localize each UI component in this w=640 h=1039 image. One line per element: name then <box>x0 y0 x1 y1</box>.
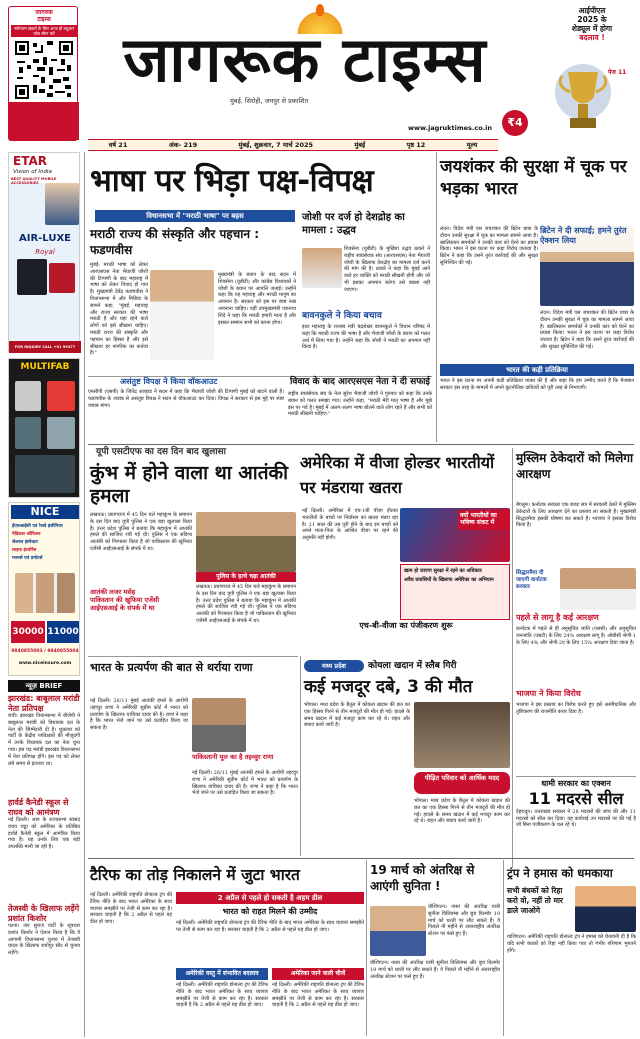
tariff-body-3: नई दिल्ली। अमेरिकी राष्ट्रपति डोनाल्ड ट्रंप की टैरिफ नीति के बाद भारत अमेरिका के साथ व्यापार समझौते पर तेजी से काम कर रहा है। सरकार चाहती है कि 2 अप्रैल से पहले यह डील हो जाए। <box>176 982 268 1009</box>
jaishankar-body: लंदन। विदेश मंत्री एस जयशंकर की ब्रिटेन यात्रा के दौरान उनकी सुरक्षा में चूक का मामला सामने आया है। खालिस्तान समर्थकों ने उनकी कार को घेरने का प्रयास किया। भारत ने इस घटना पर कड़ा विरोध जताया है। ब्रिटेन ने कहा कि उसने तुरंत कार्रवाई की और सुरक्षा सुनिश्चित की गई। <box>440 226 538 266</box>
tariff-b: अमेरिका जाने वाली चीजें <box>272 968 364 980</box>
bachav-head: बावनकुले ने किया बचाव <box>302 311 382 321</box>
rana-caption: पाकिस्तानी मूल का है तहव्वुर राणा <box>192 753 274 761</box>
muslim-body: बेंगलुरु। कर्नाटक सरकार एक बजट सत्र में सरकारी ठेकों में मुस्लिम ठेकेदारों के लिए आरक्षण देने का प्रस्ताव ला सकती है। मुख्यमंत्री सिद्धारमैया इसकी घोषणा कर सकते हैं। भाजपा ने इसका विरोध किया है। <box>516 502 636 529</box>
lashkar-note: आतंकी लजर मसेह पाकिस्तान की खुफिया एजेंसी आईएसआई के संपर्क में था <box>90 588 160 612</box>
bjp-head: भाजपा ने किया विरोध <box>516 689 581 698</box>
multifab-product-4 <box>47 417 75 449</box>
nice-list: ईएसआईसी एवं रेलवे इंजीनियर मेडिकल ऑफिसर जेलरल इंस्पेक्टर लाइफ इंश्योरेंस गवनर्स एवं प्रमोटर्स <box>12 524 63 561</box>
multifab-product-5 <box>15 455 75 493</box>
madrasa-body: देहरादून। उत्तराखंड सरकार ने 28 मदरसों की जांच की और 11 मदरसों को सील कर दिया। यह कार्रवाई उन मदरसों पर की गई है जो बिना पंजीकरण के चल रहे थे। <box>516 808 636 829</box>
info-price: मूल्य <box>466 141 478 149</box>
tariff-sub: 2 अप्रैल से पहले हो सकती है अहम डील <box>176 892 364 904</box>
badge-brand: जागरुक टाइम्स <box>35 9 53 23</box>
usa-body: नई दिल्ली। अमेरिका में एच-1बी वीजा होल्डर भारतीयों के बच्चों पर निर्वासन का खतरा मंडरा रहा है। 21 साल की उम्र पूरी होने के बाद इन बच्चों को अपने माता-पिता के आश्रित वीजा पर रहने की अनुमति नहीं होगी। <box>302 508 398 542</box>
muslim-headline[interactable]: मुस्लिम ठेकेदारों को मिलेगा आरक्षण <box>516 451 634 481</box>
info-issue: अंक- 219 <box>168 141 198 149</box>
muslim-sub: पहले से लागू है कई आरक्षण <box>516 613 599 622</box>
tariff-body-4: नई दिल्ली। अमेरिकी राष्ट्रपति डोनाल्ड ट्रंप की टैरिफ नीति के बाद भारत अमेरिका के साथ व्यापार समझौते पर तेजी से काम कर रहा है। सरकार चाहती है कि 2 अप्रैल से पहले यह डील हो जाए। <box>272 982 364 1009</box>
trump-sub: सभी बंधकों को रिहा करो वो, नहीं तो मार डाले जाओगे <box>507 886 563 915</box>
vivad-head[interactable]: विवाद के बाद आरएसएस नेता ने दी सफाई <box>290 377 430 387</box>
bachav-body: इधर महाराष्ट्र के राजस्व मंत्री चंद्रशेखर बावनकुले ने विधान परिषद में कहा कि मराठी राज्य की भाषा है और भैयाजी जोशी के बयान को गलत अर्थ में लिया गया है। उन्होंने कहा कि जोशी ने मराठी का अपमान नहीं किया है। <box>302 324 430 351</box>
fadnavis-photo <box>150 270 214 360</box>
qr-badge <box>8 6 78 141</box>
arrest-label: पुलिस के हत्थे चढ़ा आतंकी <box>196 572 296 582</box>
mine-photo <box>414 702 510 768</box>
masthead <box>0 0 640 149</box>
bjp-body: भाजपा ने इस प्रस्ताव का विरोध करते हुए इसे असंवैधानिक और तुष्टिकरण की राजनीति करार दिया है। <box>516 702 636 715</box>
badge-text: नवीनतम ख़बरों के लिए आज ही क्यूआर कोड स्कैन करें <box>11 25 77 37</box>
nice-big-1: 30000 <box>11 621 45 643</box>
etar-brand: ETAR <box>13 154 47 168</box>
nice-faculty-photos <box>15 573 75 613</box>
jaishankar-headline[interactable]: जयशंकर की सुरक्षा में चूक पर भड़का भारत <box>440 157 627 199</box>
brief-2-head: हार्वर्ड कैनेडी स्कूल से राघव को आमंत्रण <box>8 798 69 817</box>
info-city: मुंबई <box>354 141 366 149</box>
multifab-product-3 <box>15 417 41 449</box>
madrasa-kicker-2: धामी सरकार का एक्शन <box>541 779 611 788</box>
earbuds-photo <box>17 259 47 295</box>
mp-help: पीड़ित परिवार को आर्थिक मदद <box>414 772 510 794</box>
lead-body-1: मुंबई: मराठी भाषा को लेकर आरएसएस नेता भैयाजी जोशी की टिप्पणी के बाद महाराष्ट्र में भाषा को लेकर विवाद हो गया है। मुख्यमंत्री देवेंद्र फडणवीस ने विधानसभा में और मिडिया के सामने कहा, "मुंबई, महाराष्ट्र और राज्य सरकार की भाषा मराठी है और यहां रहने वाले लोगों को इसे सीखना चाहिए। मराठी राज्य की संस्कृति और पहचान का हिस्सा है और इसे सीखना हर नागरिक का कर्तव्य है।" <box>90 262 148 357</box>
joshi-head[interactable]: जोशी पर दर्ज हो देशद्रोह का मामला : उद्धव <box>302 212 405 236</box>
sunita-photo <box>370 906 426 956</box>
visa-bullet-1: खत्म हो जाएगा सुरक्षा में रहने का अधिकार <box>404 568 482 574</box>
brief-2-body: नई दिल्ली। आप के राज्यसभा सांसद राघव चड्ढा को अमेरिका के प्रतिष्ठित हार्वर्ड कैनेडी स्कूल में आमंत्रित किया गया है। यह उनके लिए एक बड़ी उपलब्धि मानी जा रही है। <box>8 817 80 851</box>
kumbh-body-2: लखनऊ। प्रयागराज में 45 दिन चले महाकुंभ के समापन के दस दिन बाद यूपी पुलिस ने एक बड़ा खुलासा किया है। उत्तर प्रदेश पुलिस ने बताया कि महाकुंभ में आतंकी हमले की साजिश रची गई थी। पुलिस ने एक संदिग्ध आतंकी को गिरफ्तार किया है जो पाकिस्तान की खुफिया एजेंसी आईएसआई के संपर्क में था। <box>196 584 296 624</box>
ipl-teaser-text: आईपीएल 2025 के शेड्यूल में होगा बदलाव ! <box>571 6 613 42</box>
visa-bullet-2: अवैध प्रवासियों के खिलाफ अमेरिका का अभियान <box>404 577 494 583</box>
brief-2 <box>8 798 80 898</box>
muslim-sub-body: कर्नाटक में पहले से ही अनुसूचित जाति (एससी) और अनुसूचित जनजाति (एसटी) के लिए 24% आरक्षण लागू है। ओबीसी श्रेणी-1 के लिए 4% और श्रेणी-2ए के लिए 15% आरक्षण दिया जाता है। <box>516 626 636 646</box>
paper-website[interactable]: www.jagruktimes.co.in <box>408 124 492 132</box>
nice-big-2: 11000 <box>47 621 79 643</box>
rana-body-2: नई दिल्ली। 26/11 मुंबई आतंकी हमले के आरोपी तहव्वुर राणा ने अमेरिकी सुप्रीम कोर्ट में भारत को प्रत्यर्पण के खिलाफ याचिका दायर की है। राणा ने कहा है कि भारत भेजे जाने पर उसे प्रताड़ित किया जा सकता है। <box>192 770 298 797</box>
nice-ad[interactable] <box>8 502 80 676</box>
brief-3 <box>8 904 80 1034</box>
earbuds-case-photo <box>49 263 75 293</box>
multifab-brand: MULTIFAB <box>20 362 70 372</box>
jaishankar-bar-body: भारत ने इस घटना पर अपनी कड़ी प्रतिक्रिया व्यक्त की है और कहा कि हम उम्मीद करते हैं कि मेजबान सरकार इस तरह के मामलों में अपने कूटनीतिक दायित्वों को पूरी तरह से निभाएगी। <box>440 378 634 391</box>
mp-body: भोपाल। मध्य प्रदेश के बैतूल में कोयला खदान की छत का एक हिस्सा गिरने से तीन मजदूरों की मौत हो गई। हादसे के समय खदान में कई मजदूर काम कर रहे थे। राहत और बचाव कार्य जारी है। <box>304 702 410 729</box>
usa-headline[interactable]: अमेरिका में वीजा होल्डर भारतीयों पर मंडराया खतरा <box>300 453 495 497</box>
mp-headline[interactable]: कई मजदूर दबे, 3 की मौत <box>304 677 473 697</box>
nice-web[interactable]: www.niceinsure.com <box>18 661 72 666</box>
kumbh-kicker: यूपी एसटीएफ का दस दिन बाद खुलासा <box>96 447 226 457</box>
tariff-a: अमेरिकी वस्तु में संभावित बदलाव <box>176 968 268 980</box>
info-date: मुंबई, शुक्रवार, 7 मार्च 2025 <box>238 141 314 149</box>
paper-title: जागरूक टाइम्स <box>123 23 487 96</box>
price-badge: ₹4 <box>502 110 528 136</box>
usa-sub: एच-बी-वीजा का पंजीकरण शुरू <box>359 621 453 630</box>
woman-photo <box>45 183 79 225</box>
brief-3-head: तेजस्वी के खिलाफ लड़ेंगे प्रशांत किशोर <box>8 904 80 923</box>
visa-box <box>400 564 510 620</box>
info-strip <box>88 139 498 151</box>
tariff-headline[interactable]: टैरिफ का तोड़ निकालने में जुटा भारत <box>90 866 300 884</box>
info-volume: वर्ष 21 <box>108 141 128 149</box>
mp-label: मध्य प्रदेश <box>304 660 364 672</box>
dealer-text: FOR INQUIRY CALL +91 99477 <box>9 341 81 353</box>
etar-tag: BEST QUALITY MOBILE ACCESSORIES <box>11 177 57 185</box>
police-photo <box>196 512 296 572</box>
siddaramaiah-photo <box>560 568 636 610</box>
qr-code[interactable] <box>15 41 73 99</box>
brief-1-head: झारखंड: बाबूलाल मरांडी नेता प्रतिपक्ष <box>8 694 80 713</box>
brief-3-body: पटना। जन सुराज पार्टी के सूत्रधार प्रशांत किशोर ने ऐलान किया है कि वे आगामी विधानसभा चुनाव में तेजस्वी यादव के खिलाफ राघोपुर सीट से चुनाव लड़ेंगे। <box>8 923 80 957</box>
ipl-teaser[interactable] <box>548 6 636 134</box>
airluxe-label: AIR-LUXE <box>19 233 71 244</box>
royal-label: Royal <box>35 248 55 256</box>
jaishankar-sub: ब्रिटेन ने दी सफाई; हमने तुरंत ऐक्शन लिया <box>540 226 634 252</box>
info-pages: पृष्ठ 12 <box>406 141 426 149</box>
kumbh-body: लखनऊ। प्रयागराज में 45 दिन चले महाकुंभ के समापन के दस दिन बाद यूपी पुलिस ने एक बड़ा खुलासा किया है। उत्तर प्रदेश पुलिस ने बताया कि महाकुंभ में आतंकी हमले की साजिश रची गई थी। पुलिस ने एक संदिग्ध आतंकी को गिरफ्तार किया है जो पाकिस्तान की खुफिया एजेंसी आईएसआई के संपर्क में था। <box>90 512 192 552</box>
tariff-mid: भारत को राहत मिलने की उम्मीद <box>222 907 318 916</box>
badge-footer <box>9 102 79 140</box>
joshi-body: शिवसेना (यूबीटी) के मुखिया उद्धव ठाकरे ने राष्ट्रीय स्वयंसेवक संघ (आरएसएस) नेता भैयाजी जोशी के खिलाफ देशद्रोह का मामला दर्ज करने की मांग की है। ठाकरे ने कहा कि मुंबई आने वाले हर व्यक्ति को मराठी सीखनी होगी और जो भी इसका अपमान करेगा उसे बख्शा नहीं जाएगा। <box>344 246 430 293</box>
mp-body-2: भोपाल। मध्य प्रदेश के बैतूल में कोयला खदान की छत का एक हिस्सा गिरने से तीन मजदूरों की मौत हो गई। हादसे के समय खदान में कई मजदूर काम कर रहे थे। राहत और बचाव कार्य जारी है। <box>414 798 510 825</box>
asantusht-body: एनसीपी (एसपी) के जितेंद्र आव्हाड ने सदन में कहा कि भैयाजी जोशी की टिप्पणी मुंबई को बांटने वाली है। फडणवीस के जवाब से असंतुष्ट विपक्ष ने सदन से वॉकआउट कर दिया। विपक्ष ने सरकार से इस मुद्दे पर स्पष्ट जवाब मांगा। <box>88 389 284 409</box>
madrasa-headline[interactable]: 11 मदरसे सील <box>528 788 624 808</box>
tariff-body: नई दिल्ली। अमेरिकी राष्ट्रपति डोनाल्ड ट्रंप की टैरिफ नीति के बाद भारत अमेरिका के साथ व्यापार समझौते पर तेजी से काम कर रहा है। सरकार चाहती है कि 2 अप्रैल से पहले यह डील हो जाए। <box>90 892 172 926</box>
trophy-icon <box>548 52 618 134</box>
sunita-headline[interactable]: 19 मार्च को अंतरिक्ष से आएंगी सुनिता ! <box>370 863 475 893</box>
rana-body: नई दिल्ली। 26/11 मुंबई आतंकी हमले के आरोपी तहव्वुर राणा ने अमेरिकी सुप्रीम कोर्ट में भारत को प्रत्यर्पण के खिलाफ याचिका दायर की है। राणा ने कहा है कि भारत भेजे जाने पर उसे प्रताड़ित किया जा सकता है। <box>90 698 188 732</box>
vivad-body: राष्ट्रीय स्वयंसेवक संघ के नेता सुरेश भैयाजी जोशी ने गुरुवार को कहा कि उनके बयान को गलत समझा गया। उन्होंने कहा, "मराठी मेरी मातृ भाषा है और मुझे इस पर गर्व है। मुंबई में अलग-अलग भाषा बोलने वाले लोग रहते हैं और सभी को मराठी सीखनी चाहिए।" <box>288 391 432 418</box>
ipl-page: पेज 11 <box>608 69 627 76</box>
kumbh-headline[interactable]: कुंभ में होने वाला था आतंकी हमला <box>90 462 289 507</box>
madrasa-box <box>516 780 636 856</box>
uddhav-photo <box>302 248 342 288</box>
etar-sub: Vision of India <box>13 169 52 175</box>
lead-subhead-bar: विधानसभा में "मराठी भाषा" पर बहस <box>95 210 295 222</box>
asantusht-head: असंतुष्ट विपक्ष ने किया वॉकआउट <box>120 377 218 386</box>
trump-headline[interactable]: ट्रंप ने हमास को धमकाया <box>507 866 613 880</box>
multifab-product-1 <box>15 381 41 411</box>
nice-brand: NICE <box>11 505 79 519</box>
sunita-body-2: वॉशिंगटन। नासा की अंतरिक्ष यात्री सुनीता विलियम्स और बुच विल्मोर 19 मार्च को धरती पर लौट सकते हैं। वे पिछले नौ महीने से अंतरराष्ट्रीय अंतरिक्ष स्टेशन पर फंसे हुए हैं। <box>370 960 500 980</box>
nice-phone[interactable]: 9840855003 / 9840855004 <box>11 649 79 654</box>
muslim-caption: सिद्धारमैया दी जाएगी कर्नाटक सरकार <box>516 570 547 590</box>
multifab-product-2 <box>47 381 75 411</box>
multifab-ad[interactable] <box>8 358 80 498</box>
rana-headline[interactable]: भारत के प्रत्यर्पण की बात से थर्राया राणा <box>90 661 253 674</box>
mp-kicker: कोयला खदान में स्लैब गिरी <box>368 661 457 671</box>
jaishankar-body-2: लंदन। विदेश मंत्री एस जयशंकर की ब्रिटेन यात्रा के दौरान उनकी सुरक्षा में चूक का मामला सामने आया है। खालिस्तान समर्थकों ने उनकी कार को घेरने का प्रयास किया। भारत ने इस घटना पर कड़ा विरोध जताया है। ब्रिटेन ने कहा कि उसने तुरंत कार्रवाई की और सुरक्षा सुनिश्चित की गई। <box>540 310 634 350</box>
lead-headline[interactable]: भाषा पर भिड़ा पक्ष-विपक्ष <box>90 163 374 199</box>
etar-ad[interactable] <box>8 152 80 352</box>
brief-label: न्यूज़ BRIEF <box>8 680 80 692</box>
lead-deck: मराठी राज्य की संस्कृति और पहचान : फडणवीस <box>90 227 260 257</box>
lead-body-2: मुख्यमंत्री के बयान के बाद सदन में शिवसेना (यूबीटी) और कांग्रेस विधायकों ने जोशी के बयान पर आपत्ति जताई। उन्होंने कहा कि यह महाराष्ट्र और मराठी मानुष का अपमान है। सरकार को इस पर स्पष्ट रुख अपनाना चाहिए। वहीं उपमुख्यमंत्री एकनाथ शिंदे ने कहा कि मराठी हमारी माता है और इसका सम्मान सभी को करना होगा। <box>218 272 296 326</box>
visa-box-title: क्यों भारतीयों का भविष्य संकट में <box>458 510 510 530</box>
sunita-body: वॉशिंगटन। नासा की अंतरिक्ष यात्री सुनीता विलियम्स और बुच विल्मोर 19 मार्च को धरती पर लौट सकते हैं। वे पिछले नौ महीने से अंतरराष्ट्रीय अंतरिक्ष स्टेशन पर फंसे हुए हैं। <box>428 904 500 938</box>
brief-1 <box>8 694 80 794</box>
trump-body: वाशिंगटन। अमेरिकी राष्ट्रपति डोनाल्ड ट्रंप ने हमास को चेतावनी दी है कि यदि सभी बंधकों को रिहा नहीं किया गया तो गंभीर परिणाम भुगतने होंगे। <box>507 934 636 954</box>
jaishankar-bar: भारत की कड़ी प्रतिक्रिया <box>440 364 634 376</box>
paper-tagline: मुंबई, सिरोही, जयपुर से प्रकाशित <box>230 97 309 105</box>
tariff-body-2: नई दिल्ली। अमेरिकी राष्ट्रपति डोनाल्ड ट्रंप की टैरिफ नीति के बाद भारत अमेरिका के साथ व्यापार समझौते पर तेजी से काम कर रहा है। सरकार चाहती है कि 2 अप्रैल से पहले यह डील हो जाए। <box>176 920 364 933</box>
trump-photo <box>575 886 636 932</box>
rana-photo <box>192 698 246 752</box>
brief-1-body: रांची। झारखंड विधानसभा में बीजेपी ने बाबूलाल मरांडी को विधायक दल के नेता की जिम्मेदारी दी है। शुक्रवार को पार्टी के केंद्रीय पर्यवेक्षकों की मौजूदगी में उनके विधायक दल का नेता चुना गया। इस पद मरांडी झारखंड विधानसभा में नेता प्रतिपक्ष होंगे। इस पद को लेकर लंबे समय से इंतजार था। <box>8 713 80 767</box>
